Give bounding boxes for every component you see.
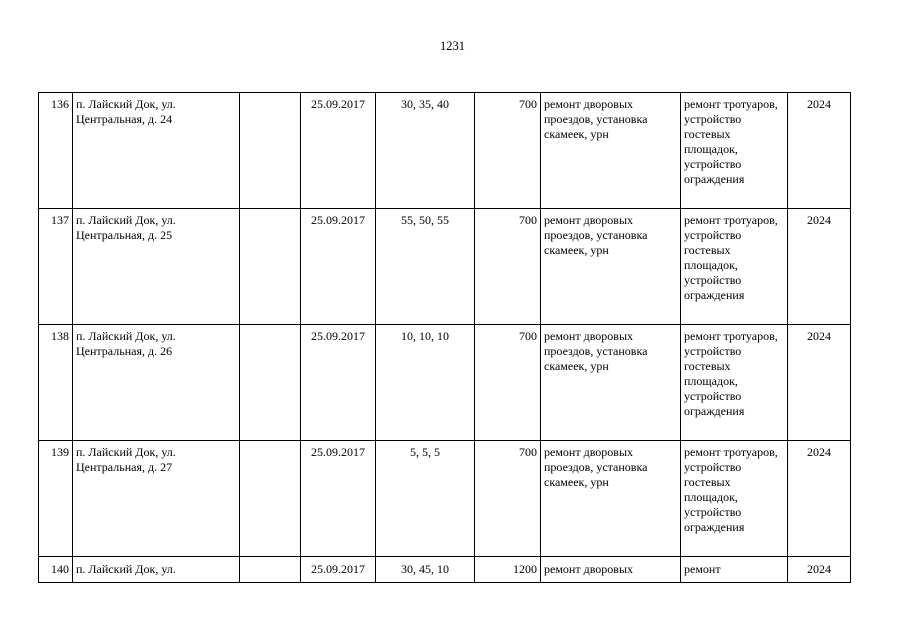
empty-cell: [240, 209, 301, 325]
extra-works-cell: ремонт тротуаров, устройство гостевых площадок, устройство ограждения: [681, 441, 788, 557]
registry-table: [38, 92, 851, 583]
date-cell: 25.09.2017: [301, 209, 376, 325]
main-works-cell: ремонт дворовых проездов, установка скамеек, урн: [541, 93, 681, 209]
extra-works-cell: ремонт тротуаров, устройство гостевых площадок, устройство ограждения: [681, 325, 788, 441]
table-row: [39, 557, 851, 583]
page-number: 1231: [440, 39, 465, 53]
address-cell: п. Лайский Док, ул. Центральная, д. 25: [73, 209, 240, 325]
extra-works-cell: ремонт тротуаров, устройство гостевых площадок, устройство ограждения: [681, 209, 788, 325]
area-cell: 700: [475, 441, 541, 557]
table-row: [39, 93, 851, 209]
values-cell: 30, 45, 10: [376, 557, 475, 583]
year-cell: 2024: [788, 441, 851, 557]
empty-cell: [240, 93, 301, 209]
row-number-cell: 137: [39, 209, 73, 325]
date-cell: 25.09.2017: [301, 557, 376, 583]
table-row: [39, 325, 851, 441]
area-cell: 1200: [475, 557, 541, 583]
main-works-cell: ремонт дворовых проездов, установка скамеек, урн: [541, 441, 681, 557]
row-number-cell: 136: [39, 93, 73, 209]
values-cell: 10, 10, 10: [376, 325, 475, 441]
values-cell: 30, 35, 40: [376, 93, 475, 209]
date-cell: 25.09.2017: [301, 325, 376, 441]
address-cell: п. Лайский Док, ул.: [73, 557, 240, 583]
table-row: [39, 441, 851, 557]
address-cell: п. Лайский Док, ул. Центральная, д. 26: [73, 325, 240, 441]
date-cell: 25.09.2017: [301, 441, 376, 557]
main-works-cell: ремонт дворовых: [541, 557, 681, 583]
year-cell: 2024: [788, 557, 851, 583]
row-number-cell: 138: [39, 325, 73, 441]
values-cell: 55, 50, 55: [376, 209, 475, 325]
year-cell: 2024: [788, 209, 851, 325]
empty-cell: [240, 441, 301, 557]
main-works-cell: ремонт дворовых проездов, установка скамеек, урн: [541, 209, 681, 325]
area-cell: 700: [475, 209, 541, 325]
address-cell: п. Лайский Док, ул. Центральная, д. 27: [73, 441, 240, 557]
extra-works-cell: ремонт тротуаров, устройство гостевых площадок, устройство ограждения: [681, 93, 788, 209]
values-cell: 5, 5, 5: [376, 441, 475, 557]
area-cell: 700: [475, 93, 541, 209]
year-cell: 2024: [788, 93, 851, 209]
year-cell: 2024: [788, 325, 851, 441]
extra-works-cell: ремонт: [681, 557, 788, 583]
row-number-cell: 140: [39, 557, 73, 583]
row-number-cell: 139: [39, 441, 73, 557]
main-works-cell: ремонт дворовых проездов, установка скамеек, урн: [541, 325, 681, 441]
table-row: [39, 209, 851, 325]
address-cell: п. Лайский Док, ул. Центральная, д. 24: [73, 93, 240, 209]
area-cell: 700: [475, 325, 541, 441]
empty-cell: [240, 557, 301, 583]
date-cell: 25.09.2017: [301, 93, 376, 209]
empty-cell: [240, 325, 301, 441]
